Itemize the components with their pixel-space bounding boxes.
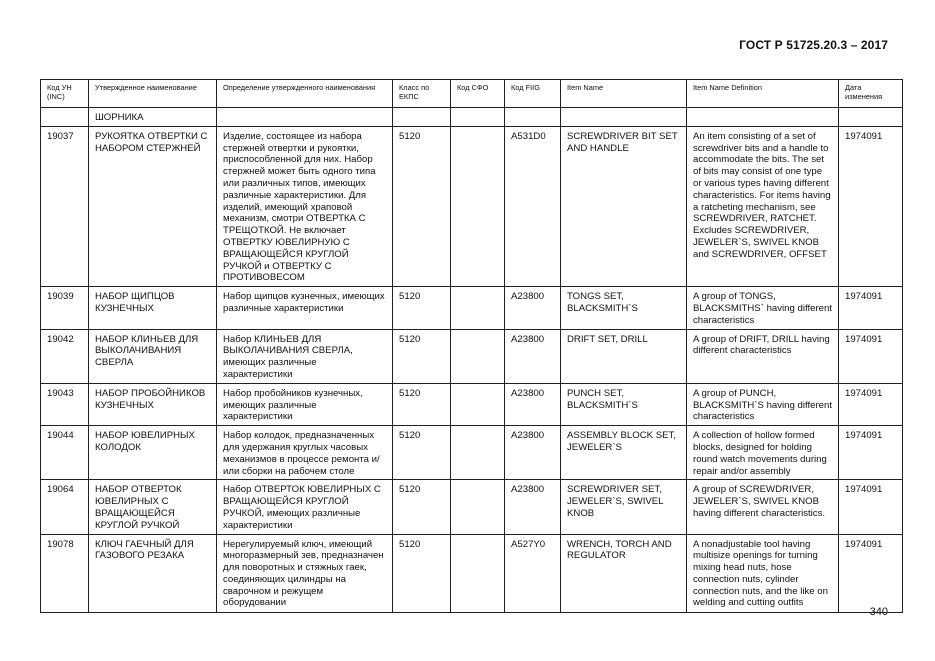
table-row	[41, 126, 903, 286]
cell-item-def: A group of TONGS, BLACKSMITHS` having different characteristics	[687, 287, 839, 329]
continuation-row	[41, 108, 903, 127]
cell-sfo	[451, 480, 505, 534]
cell-sfo	[451, 426, 505, 480]
cell-class: 5120	[393, 426, 451, 480]
cell-code: 19078	[41, 534, 89, 612]
cell-definition: Изделие, состоящее из набора стержней отвертки и рукоятки, приспособленной для них. Набор стержней может быть одного типа или различных типов, имеющих различные характеристики. Для изделий, имеющий храповой механизм, смотри ОТВЕРТКА С ТРЕЩОТКОЙ. Не включает ОТВЕРТКУ ЮВЕЛИРНУЮ С ВРАЩАЮЩЕЙСЯ КРУГЛОЙ РУЧКОЙ и ОТВЕРТКУ С ПРОТИВОВЕСОМ	[217, 126, 393, 286]
cell-code: 19037	[41, 126, 89, 286]
cell-definition: Набор КЛИНЬЕВ ДЛЯ ВЫКОЛАЧИВАНИЯ СВЕРЛА, имеющих различные характеристики	[217, 329, 393, 383]
table-row	[41, 383, 903, 425]
cell-fiig: A23800	[505, 426, 561, 480]
cell-date: 1974091	[839, 287, 903, 329]
cell-class: 5120	[393, 287, 451, 329]
cell-fiig: A23800	[505, 480, 561, 534]
cell-name: КЛЮЧ ГАЕЧНЫЙ ДЛЯ ГАЗОВОГО РЕЗАКА	[89, 534, 217, 612]
col-header-class: Класс по ЕКПС	[393, 80, 451, 108]
cell-class: 5120	[393, 383, 451, 425]
cell-sfo	[451, 287, 505, 329]
cell-date: 1974091	[839, 534, 903, 612]
cell-class: 5120	[393, 534, 451, 612]
cell-name: НАБОР ЩИПЦОВ КУЗНЕЧНЫХ	[89, 287, 217, 329]
table-row	[41, 287, 903, 329]
col-header-item-def: Item Name Definition	[687, 80, 839, 108]
continuation-text: ШОРНИКА	[89, 108, 217, 127]
nomenclature-table	[40, 79, 903, 613]
col-header-code: Код УН (INC)	[41, 80, 89, 108]
cell-code: 19044	[41, 426, 89, 480]
cell-sfo	[451, 126, 505, 286]
cell-item-def: A collection of hollow formed blocks, designed for holding round watch movements during repair and/or assembly	[687, 426, 839, 480]
cell-definition: Набор щипцов кузнечных, имеющих различные характеристики	[217, 287, 393, 329]
cell-name: РУКОЯТКА ОТВЕРТКИ С НАБОРОМ СТЕРЖНЕЙ	[89, 126, 217, 286]
cell-class: 5120	[393, 126, 451, 286]
col-header-name: Утвержденное наименование	[89, 80, 217, 108]
cell-item-def: An item consisting of a set of screwdriver bits and a handle to accommodate the bits. The set of bits may consist of one type or various types having different characteristics. For items having a ratcheting mechanism, see SCREWDRIVER, RATCHET. Excludes SCREWDRIVER, JEWELER`S, SWIVEL KNOB and SCREWDRIVER, OFFSET	[687, 126, 839, 286]
cell-class: 5120	[393, 480, 451, 534]
cell-code: 19064	[41, 480, 89, 534]
cell-sfo	[451, 534, 505, 612]
table-row	[41, 426, 903, 480]
cell-definition: Набор колодок, предназначенных для удержания круглых часовых механизмов в процессе ремонта и/или сборки на рабочем столе	[217, 426, 393, 480]
table-row	[41, 480, 903, 534]
col-header-fiig: Код FIIG	[505, 80, 561, 108]
cell-fiig: A531D0	[505, 126, 561, 286]
cell-date: 1974091	[839, 126, 903, 286]
cell-item-def: A group of PUNCH, BLACKSMITH`S having different characteristics	[687, 383, 839, 425]
cell-fiig: A527Y0	[505, 534, 561, 612]
cell-code: 19039	[41, 287, 89, 329]
cell-item-name: TONGS SET, BLACKSMITH`S	[561, 287, 687, 329]
cell-date: 1974091	[839, 426, 903, 480]
cell-item-name: PUNCH SET, BLACKSMITH`S	[561, 383, 687, 425]
cell-item-name: SCREWDRIVER BIT SET AND HANDLE	[561, 126, 687, 286]
cell-item-def: A nonadjustable tool having multisize openings for turning mixing head nuts, hose connection nuts, cylinder connection nuts, and the like on welding and cutting outfits	[687, 534, 839, 612]
cell-definition: Набор пробойников кузнечных, имеющих различные характеристики	[217, 383, 393, 425]
table-row	[41, 534, 903, 612]
cell-code: 19043	[41, 383, 89, 425]
table-header-row	[41, 80, 903, 108]
cell-item-name: ASSEMBLY BLOCK SET, JEWELER`S	[561, 426, 687, 480]
cell-name: НАБОР ОТВЕРТОК ЮВЕЛИРНЫХ С ВРАЩАЮЩЕЙСЯ КРУГЛОЙ РУЧКОЙ	[89, 480, 217, 534]
cell-name: НАБОР КЛИНЬЕВ ДЛЯ ВЫКОЛАЧИВАНИЯ СВЕРЛА	[89, 329, 217, 383]
table-row	[41, 329, 903, 383]
cell-name: НАБОР ПРОБОЙНИКОВ КУЗНЕЧНЫХ	[89, 383, 217, 425]
cell-item-name: DRIFT SET, DRILL	[561, 329, 687, 383]
cell-fiig: A23800	[505, 329, 561, 383]
col-header-date: Дата изменения	[839, 80, 903, 108]
cell-item-def: A group of DRIFT, DRILL having different characteristics	[687, 329, 839, 383]
cell-date: 1974091	[839, 383, 903, 425]
cell-code: 19042	[41, 329, 89, 383]
cell-date: 1974091	[839, 480, 903, 534]
cell-sfo	[451, 383, 505, 425]
cell-item-name: WRENCH, TORCH AND REGULATOR	[561, 534, 687, 612]
cell-fiig: A23800	[505, 287, 561, 329]
col-header-definition: Определение утвержденного наименования	[217, 80, 393, 108]
cell-class: 5120	[393, 329, 451, 383]
document-header: ГОСТ Р 51725.20.3 – 2017	[739, 38, 888, 52]
page-number: 340	[869, 606, 888, 618]
cell-definition: Нерегулируемый ключ, имеющий многоразмерный зев, предназначен для поворотных и стяжных гаек, соединяющих цилиндры на сварочном и режущем оборудовании	[217, 534, 393, 612]
cell-item-def: A group of SCREWDRIVER, JEWELER`S, SWIVEL KNOB having different characteristics.	[687, 480, 839, 534]
cell-definition: Набор ОТВЕРТОК ЮВЕЛИРНЫХ С ВРАЩАЮЩЕЙСЯ КРУГЛОЙ РУЧКОЙ, имеющих различные характеристики	[217, 480, 393, 534]
cell-sfo	[451, 329, 505, 383]
cell-name: НАБОР ЮВЕЛИРНЫХ КОЛОДОК	[89, 426, 217, 480]
cell-date: 1974091	[839, 329, 903, 383]
cell-item-name: SCREWDRIVER SET, JEWELER`S, SWIVEL KNOB	[561, 480, 687, 534]
col-header-sfo: Код СФО	[451, 80, 505, 108]
cell-fiig: A23800	[505, 383, 561, 425]
col-header-item-name: Item Name	[561, 80, 687, 108]
